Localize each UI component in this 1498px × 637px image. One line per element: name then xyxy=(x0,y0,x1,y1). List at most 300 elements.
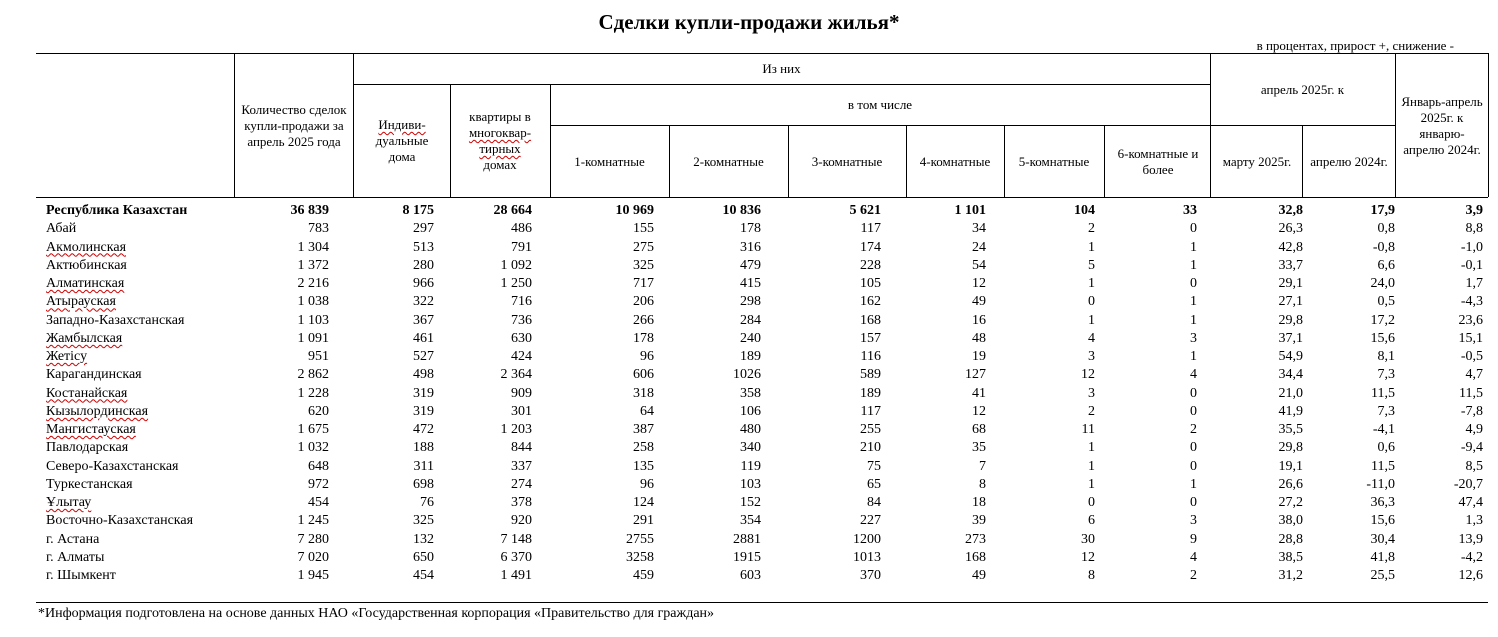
table-cell: 117 xyxy=(860,221,881,237)
header-bottom-border xyxy=(36,197,1488,198)
table-cell: 4 xyxy=(1190,549,1197,565)
table-cell: 951 xyxy=(308,349,329,364)
region-name: Павлодарская xyxy=(46,440,129,456)
table-cell: 30,4 xyxy=(1370,531,1395,547)
table-cell: 1 945 xyxy=(297,568,329,583)
table-cell: 8,1 xyxy=(1377,349,1395,364)
table-cell: 7 148 xyxy=(500,531,532,547)
region-name: Актюбинская xyxy=(46,257,127,273)
table-cell: 1 675 xyxy=(297,422,329,437)
region-name: Абай xyxy=(46,221,77,237)
table-cell: 8,5 xyxy=(1465,458,1483,474)
table-cell: 174 xyxy=(860,239,881,255)
table-cell: 319 xyxy=(413,385,434,401)
region-name: Карагандинская xyxy=(46,367,142,383)
table-cell: 4 xyxy=(1088,330,1095,346)
table-cell: 367 xyxy=(413,312,434,328)
header-individual xyxy=(360,88,444,194)
table-cell: 370 xyxy=(860,568,881,583)
table-cell: 1 103 xyxy=(297,312,329,328)
table-cell: -7,8 xyxy=(1460,403,1483,419)
header-individual-label: Индиви- дуальные дома xyxy=(375,117,429,164)
table-cell: 1 xyxy=(1088,440,1095,456)
table-cell: 1 038 xyxy=(297,294,329,310)
table-cell: 280 xyxy=(413,257,434,273)
table-cell: 603 xyxy=(740,568,761,583)
table-cell: 0 xyxy=(1190,276,1197,291)
region-name: Акмолинская xyxy=(46,239,127,255)
header-march-label: марту 2025г. xyxy=(1222,153,1292,169)
table-cell: 227 xyxy=(860,513,881,529)
table-cell: 322 xyxy=(413,294,434,310)
table-cell: 479 xyxy=(740,257,761,273)
table-cell: 13,9 xyxy=(1458,531,1483,547)
table-cell: 155 xyxy=(633,221,654,237)
table-cell: 188 xyxy=(413,440,434,456)
table-cell: 736 xyxy=(511,312,532,328)
table-cell: 240 xyxy=(740,330,761,346)
table-cell: 189 xyxy=(740,349,761,364)
table-cell: 1 xyxy=(1088,239,1095,255)
table-cell: 0 xyxy=(1088,495,1095,510)
table-cell: 1 032 xyxy=(297,440,329,456)
table-cell: 75 xyxy=(867,458,881,474)
region-name: Атырауская xyxy=(46,294,116,310)
table-cell: 2881 xyxy=(733,531,761,547)
header-march xyxy=(1218,126,1296,197)
table-cell: 28,8 xyxy=(1278,531,1303,547)
divider xyxy=(450,84,451,197)
divider xyxy=(788,125,789,197)
header-april2024-label: апрелю 2024г. xyxy=(1310,153,1388,169)
table-cell: 12 xyxy=(972,276,986,291)
table-cell: 28 664 xyxy=(493,203,532,218)
region-name: Жамбылская xyxy=(46,330,123,346)
table-row xyxy=(36,531,1488,549)
table-cell: 319 xyxy=(413,403,434,419)
table-cell: 2755 xyxy=(626,531,654,547)
table-cell: 630 xyxy=(511,330,532,346)
table-cell: 68 xyxy=(972,422,986,437)
divider xyxy=(1488,53,1489,197)
table-cell: 378 xyxy=(511,495,532,510)
table-cell: 454 xyxy=(308,495,329,510)
table-cell: 6,6 xyxy=(1377,257,1395,273)
table-cell: 132 xyxy=(413,531,434,547)
table-cell: 1 245 xyxy=(297,513,329,529)
table-row xyxy=(36,476,1488,494)
table-cell: 117 xyxy=(860,403,881,419)
table-cell: 26,6 xyxy=(1278,476,1303,492)
table-cell: 291 xyxy=(633,513,654,529)
table-cell: 461 xyxy=(413,330,434,346)
table-cell: 42,8 xyxy=(1278,239,1303,255)
table-cell: 1 491 xyxy=(500,568,532,583)
table-cell: 38,5 xyxy=(1278,549,1303,565)
table-cell: 7,3 xyxy=(1377,367,1395,383)
table-cell: 1,3 xyxy=(1465,513,1483,529)
table-row xyxy=(36,330,1488,348)
table-cell: 1,7 xyxy=(1465,276,1483,291)
table-cell: 1 xyxy=(1190,312,1197,328)
table-cell: 54 xyxy=(972,257,986,273)
table-cell: 162 xyxy=(860,294,881,310)
table-cell: 7 280 xyxy=(297,531,329,547)
divider xyxy=(1395,53,1396,197)
table-cell: 84 xyxy=(867,495,881,510)
table-cell: 0 xyxy=(1190,403,1197,419)
table-cell: 3 xyxy=(1088,349,1095,364)
table-cell: 1 xyxy=(1190,294,1197,310)
table-cell: 33 xyxy=(1183,203,1197,218)
header-including xyxy=(550,85,1210,125)
header-janapr xyxy=(1400,56,1484,196)
table-cell: 266 xyxy=(633,312,654,328)
table-cell: 124 xyxy=(633,495,654,510)
table-cell: 2 216 xyxy=(297,276,329,291)
table-cell: 12 xyxy=(1081,367,1095,383)
header-apartments xyxy=(452,88,548,194)
table-cell: 10 836 xyxy=(722,203,761,218)
table-cell: 966 xyxy=(413,276,434,291)
table-cell: 65 xyxy=(867,476,881,492)
table-cell: 0 xyxy=(1190,458,1197,474)
table-cell: 34,4 xyxy=(1278,367,1303,383)
region-name: Кызылординская xyxy=(46,403,149,419)
header-r4-label: 4-комнатные xyxy=(919,153,991,169)
units-note: в процентах, прирост +, снижение - xyxy=(1256,38,1454,53)
table-cell: 7 xyxy=(979,458,986,474)
divider xyxy=(906,125,907,197)
table-cell: 0 xyxy=(1190,385,1197,401)
header-r2 xyxy=(669,126,788,197)
table-cell: 0,8 xyxy=(1377,221,1395,237)
table-cell: -4,3 xyxy=(1460,294,1483,310)
header-r4 xyxy=(910,126,1000,197)
table-cell: 0,6 xyxy=(1377,440,1395,456)
table-row xyxy=(36,549,1488,567)
table-cell: 255 xyxy=(860,422,881,437)
table-cell: 8 xyxy=(979,476,986,492)
table-cell: 486 xyxy=(511,221,532,237)
table-cell: 1 203 xyxy=(500,422,532,437)
table-row xyxy=(36,567,1488,585)
table-cell: 318 xyxy=(633,385,654,401)
header-total-label: Количество сделок купли-продажи за апрель 2025 года xyxy=(241,102,347,149)
table-cell: 589 xyxy=(860,367,881,383)
table-cell: 15,6 xyxy=(1370,513,1395,529)
table-cell: 1 092 xyxy=(500,257,532,273)
table-cell: 358 xyxy=(740,385,761,401)
table-cell: 96 xyxy=(640,349,654,364)
header-april-to-label: апрель 2025г. к xyxy=(1260,81,1345,97)
table-cell: 2 xyxy=(1088,221,1095,237)
table-cell: 6 370 xyxy=(500,549,532,565)
table-cell: 648 xyxy=(308,458,329,474)
divider xyxy=(1004,125,1005,197)
table-cell: 24 xyxy=(972,239,986,255)
table-cell: 41 xyxy=(972,385,986,401)
table-cell: 228 xyxy=(860,257,881,273)
table-cell: 32,8 xyxy=(1278,203,1303,218)
table-row xyxy=(36,257,1488,275)
table-cell: 8,8 xyxy=(1465,221,1483,237)
table-cell: 8 xyxy=(1088,568,1095,583)
table-cell: 39 xyxy=(972,513,986,529)
table-cell: 424 xyxy=(511,349,532,364)
table-cell: 459 xyxy=(633,568,654,583)
table-cell: 29,1 xyxy=(1278,276,1303,291)
region-name: Ұлытау xyxy=(46,495,92,510)
table-cell: 104 xyxy=(1074,203,1095,218)
header-r6 xyxy=(1110,126,1206,197)
table-cell: 5 xyxy=(1088,257,1095,273)
table-cell: 38,0 xyxy=(1278,513,1303,529)
header-apartments-label: квартиры в многоквар- тирных домах xyxy=(468,109,532,172)
table-cell: 498 xyxy=(413,367,434,383)
region-name: г. Алматы xyxy=(46,549,105,565)
table-cell: -0,8 xyxy=(1372,239,1395,255)
table-cell: 527 xyxy=(413,349,434,364)
table-cell: 1 xyxy=(1088,276,1095,291)
table-cell: 18 xyxy=(972,495,986,510)
region-name: Мангистауская xyxy=(46,422,136,437)
spellcheck-word: Индиви- xyxy=(378,117,426,132)
table-cell: 31,2 xyxy=(1278,568,1303,583)
table-cell: 26,3 xyxy=(1278,221,1303,237)
table-cell: 21,0 xyxy=(1278,385,1303,401)
table-cell: -0,5 xyxy=(1460,349,1483,364)
table-cell: 920 xyxy=(511,513,532,529)
table-cell: 29,8 xyxy=(1278,312,1303,328)
table-cell: 47,4 xyxy=(1458,495,1483,510)
table-cell: 29,8 xyxy=(1278,440,1303,456)
table-cell: 1 372 xyxy=(297,257,329,273)
region-name: г. Шымкент xyxy=(46,568,116,583)
table-cell: 168 xyxy=(965,549,986,565)
table-cell: 12,6 xyxy=(1458,568,1483,583)
table-row xyxy=(36,348,1488,366)
header-including-label: в том числе xyxy=(847,97,913,112)
table-cell: 17,2 xyxy=(1370,312,1395,328)
table-cell: 2 xyxy=(1190,422,1197,437)
table-cell: 325 xyxy=(413,513,434,529)
header-r2-label: 2-комнатные xyxy=(693,153,764,169)
table-cell: 19,1 xyxy=(1278,458,1303,474)
spellcheck-word: тирных xyxy=(479,141,521,156)
table-cell: 717 xyxy=(633,276,654,291)
table-cell: 415 xyxy=(740,276,761,291)
table-cell: -4,1 xyxy=(1372,422,1395,437)
table-cell: 1 xyxy=(1088,458,1095,474)
table-cell: -1,0 xyxy=(1460,239,1483,255)
table-row xyxy=(36,421,1488,439)
table-cell: 64 xyxy=(640,403,654,419)
divider xyxy=(1302,125,1303,197)
table-cell: 178 xyxy=(633,330,654,346)
table-cell: 48 xyxy=(972,330,986,346)
header-of-them-label: Из них xyxy=(762,61,801,76)
table-row xyxy=(36,458,1488,476)
table-cell: 5 621 xyxy=(849,203,881,218)
divider xyxy=(1104,125,1105,197)
table-cell: 19 xyxy=(972,349,986,364)
table-cell: 15,1 xyxy=(1458,330,1483,346)
table-cell: 119 xyxy=(740,458,761,474)
table-cell: 41,9 xyxy=(1278,403,1303,419)
header-r6-label: 6-комнатные и более xyxy=(1117,145,1199,177)
table-cell: 844 xyxy=(511,440,532,456)
table-cell: 41,8 xyxy=(1370,549,1395,565)
table-cell: 1 xyxy=(1190,476,1197,492)
table-cell: 12 xyxy=(1081,549,1095,565)
table-cell: 2 364 xyxy=(500,367,532,383)
table-row xyxy=(36,239,1488,257)
region-name: Туркестанская xyxy=(46,476,133,492)
table-cell: 157 xyxy=(860,330,881,346)
header-janapr-label: Январь-апрель 2025г. к январю-апрелю 2024г. xyxy=(1401,94,1483,157)
table-cell: 16 xyxy=(972,312,986,328)
table-cell: -20,7 xyxy=(1453,476,1483,492)
table-cell: 0 xyxy=(1088,294,1095,310)
table-cell: 11,5 xyxy=(1371,385,1395,401)
table-cell: 1 091 xyxy=(297,330,329,346)
table-cell: 11,5 xyxy=(1459,385,1483,401)
table-cell: 298 xyxy=(740,294,761,310)
table-cell: 152 xyxy=(740,495,761,510)
table-cell: 301 xyxy=(511,403,532,419)
table-cell: 275 xyxy=(633,239,654,255)
table-cell: 6 xyxy=(1088,513,1095,529)
table-cell: -0,1 xyxy=(1460,257,1483,273)
table-cell: 480 xyxy=(740,422,761,437)
table-row xyxy=(36,220,1488,238)
table-cell: 49 xyxy=(972,294,986,310)
table-cell: 1915 xyxy=(733,549,761,565)
table-cell: 35 xyxy=(972,440,986,456)
table-cell: 1 xyxy=(1190,257,1197,273)
region-name: Восточно-Казахстанская xyxy=(46,513,194,529)
table-cell: 316 xyxy=(740,239,761,255)
table-cell: 2 862 xyxy=(297,367,329,383)
table-cell: 698 xyxy=(413,476,434,492)
table-cell: 11,5 xyxy=(1371,458,1395,474)
table-cell: -4,2 xyxy=(1460,549,1483,565)
table-row xyxy=(36,293,1488,311)
table-cell: 7 020 xyxy=(297,549,329,565)
header-total xyxy=(240,60,348,192)
table-cell: 620 xyxy=(308,403,329,419)
table-row xyxy=(36,385,1488,403)
table-cell: 1026 xyxy=(733,367,761,383)
table-cell: 2 xyxy=(1088,403,1095,419)
table-cell: 11 xyxy=(1081,422,1095,437)
table-cell: 76 xyxy=(420,495,434,510)
page-title: Сделки купли-продажи жилья* xyxy=(598,10,900,34)
table-cell: 2 xyxy=(1190,568,1197,583)
table-cell: 25,5 xyxy=(1370,568,1395,583)
table-cell: 4,7 xyxy=(1465,367,1483,383)
table-cell: 15,6 xyxy=(1370,330,1395,346)
table-cell: 35,5 xyxy=(1278,422,1303,437)
table-cell: 0 xyxy=(1190,221,1197,237)
table-cell: 3258 xyxy=(626,549,654,565)
spellcheck-word: многоквар- xyxy=(468,125,532,140)
table-cell: 27,2 xyxy=(1278,495,1303,510)
table-cell: 340 xyxy=(740,440,761,456)
table-cell: 24,0 xyxy=(1370,276,1395,291)
table-cell: 1 xyxy=(1190,239,1197,255)
table-cell: 325 xyxy=(633,257,654,273)
table-cell: 105 xyxy=(860,276,881,291)
table-cell: 135 xyxy=(633,458,654,474)
header-april-to xyxy=(1210,54,1395,125)
table-cell: 3 xyxy=(1190,513,1197,529)
region-name: Костанайская xyxy=(46,385,128,401)
table-cell: 9 xyxy=(1190,531,1197,547)
table-cell: 34 xyxy=(972,221,986,237)
table-cell: 311 xyxy=(413,458,434,474)
table-cell: 4,9 xyxy=(1465,422,1483,437)
table-cell: 37,1 xyxy=(1278,330,1303,346)
table-cell: 8 175 xyxy=(402,203,434,218)
table-cell: 96 xyxy=(640,476,654,492)
table-cell: 783 xyxy=(308,221,329,237)
table-row xyxy=(36,275,1488,293)
table-cell: 23,6 xyxy=(1458,312,1483,328)
table-cell: 273 xyxy=(965,531,986,547)
table-cell: 189 xyxy=(860,385,881,401)
table-cell: 210 xyxy=(860,440,881,456)
header-of-them xyxy=(353,54,1210,84)
table-cell: 513 xyxy=(413,239,434,255)
table-cell: 127 xyxy=(965,367,986,383)
table-cell: 30 xyxy=(1081,531,1095,547)
table-cell: 337 xyxy=(511,458,532,474)
table-cell: 103 xyxy=(740,476,761,492)
table-cell: 274 xyxy=(511,476,532,492)
header-r1-label: 1-комнатные xyxy=(574,153,645,169)
table-cell: 3,9 xyxy=(1465,203,1483,218)
table-cell: 4 xyxy=(1190,367,1197,383)
table-cell: 972 xyxy=(308,476,329,492)
footer-divider xyxy=(36,602,1488,603)
table-cell: 0,5 xyxy=(1377,294,1395,310)
table-cell: -11,0 xyxy=(1366,476,1395,492)
table-row xyxy=(36,494,1488,512)
table-cell: 387 xyxy=(633,422,654,437)
region-name: Западно-Казахстанская xyxy=(46,312,185,328)
table-cell: 1 xyxy=(1088,312,1095,328)
region-name: г. Астана xyxy=(46,531,100,547)
table-cell: 1 250 xyxy=(500,276,532,291)
table-cell: 1013 xyxy=(853,549,881,565)
table-cell: 36,3 xyxy=(1370,495,1395,510)
table-cell: 297 xyxy=(413,221,434,237)
table-cell: 909 xyxy=(511,385,532,401)
region-name: Жетісу xyxy=(46,349,88,364)
table-cell: 17,9 xyxy=(1370,203,1395,218)
table-cell: 106 xyxy=(740,403,761,419)
table-row xyxy=(36,403,1488,421)
table-cell: 1 228 xyxy=(297,385,329,401)
region-name: Северо-Казахстанская xyxy=(46,458,179,474)
table-cell: 3 xyxy=(1190,330,1197,346)
table-cell: 10 969 xyxy=(615,203,654,218)
table-row xyxy=(36,512,1488,530)
table-cell: 0 xyxy=(1190,440,1197,456)
table-cell: 168 xyxy=(860,312,881,328)
